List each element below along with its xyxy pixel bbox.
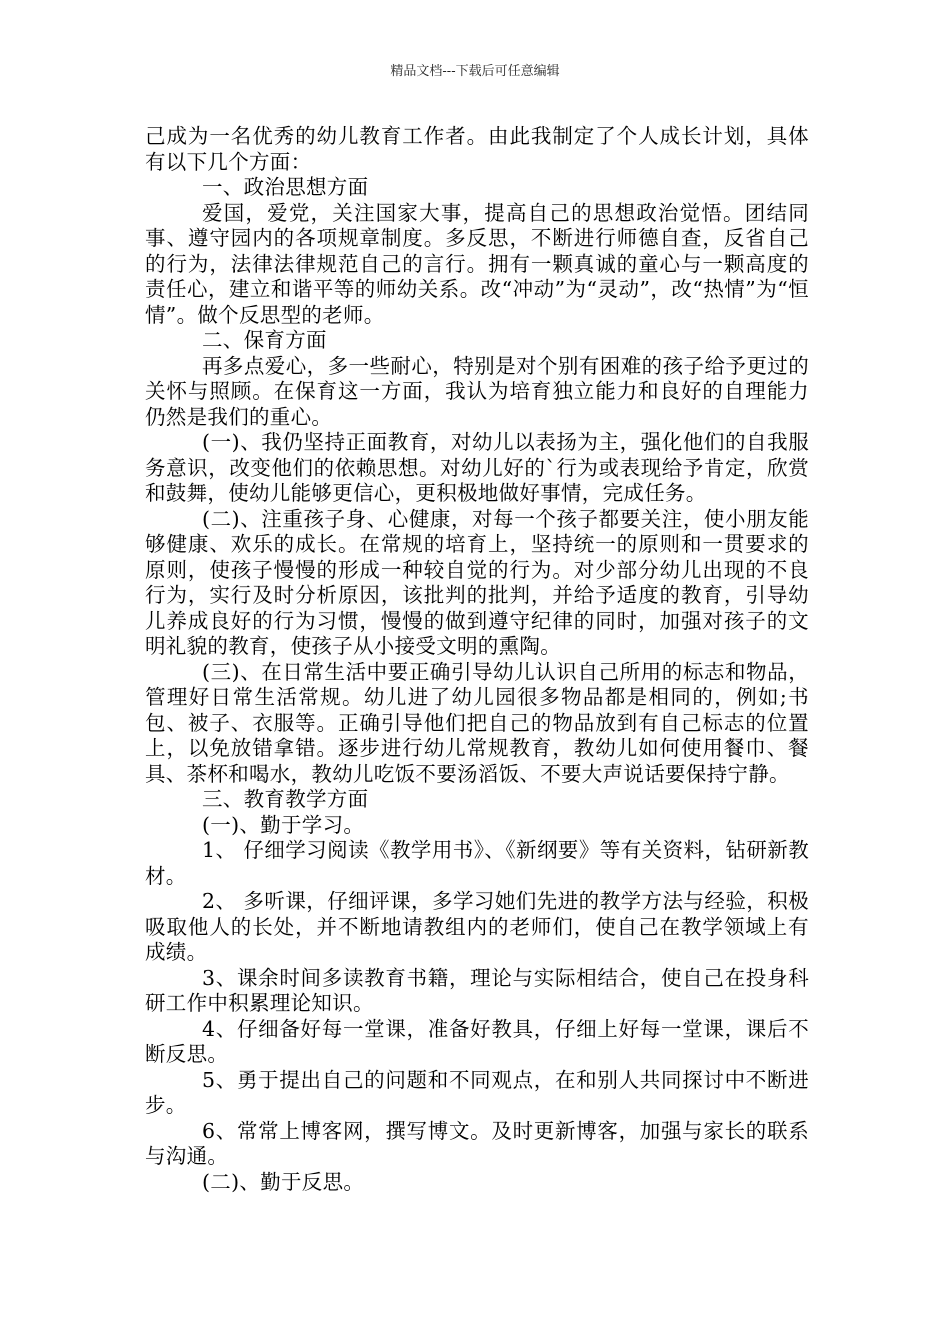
list-item-study-1: 1、 仔细学习阅读《教学用书》、《新纲要》等有关资料，钻研新教材。: [145, 838, 809, 888]
subheading-reflect: (二)、勤于反思。: [202, 1169, 365, 1194]
paragraph-politics: 爱国，爱党，关注国家大事，提高自己的思想政治觉悟。团结同事、遵守园内的各项规章制度。多反思，不断进行师德自查，反省自己的行为，法律法律规范自己的言行。拥有一颗真诚的童心与一颗高度的责任心，建立和谐平等的师幼关系。改“冲动”为“灵动”，改“热情”为“恒情”。做个反思型的老师。: [145, 200, 809, 327]
paragraph-care-item-3: (三)、在日常生活中要正确引导幼儿认识自己所用的标志和物品，管理好日常生活常规。幼儿进了幼儿园很多物品都是相同的，例如;书包、被子、衣服等。正确引导他们把自己的物品放到有自己标志的位置上，以免放错拿错。逐步进行幼儿常规教育，教幼儿如何使用餐巾、餐具、茶杯和喝水，教幼儿吃饭不要汤滔饭、不要大声说话要保持宁静。: [145, 659, 809, 786]
list-item-study-6: 6、常常上博客网，撰写博文。及时更新博客，加强与家长的联系与沟通。: [145, 1118, 809, 1168]
paragraph-care: 再多点爱心，多一些耐心，特别是对个别有困难的孩子给予更过的关怀与照顾。在保育这一方面，我认为培育独立能力和良好的自理能力仍然是我们的重心。: [145, 353, 809, 429]
list-item-study-5: 5、勇于提出自己的问题和不同观点，在和别人共同探讨中不断进步。: [145, 1067, 809, 1117]
page-header: 精品文档---下载后可任意编辑: [390, 64, 560, 79]
list-item-study-2: 2、 多听课，仔细评课，多学习她们先进的教学方法与经验，积极吸取他人的长处，并不断地请教组内的老师们，使自己在教学领域上有成绩。: [145, 889, 809, 964]
document-body: [145, 124, 809, 1195]
paragraph-intro: 己成为一名优秀的幼儿教育工作者。由此我制定了个人成长计划，具体有以下几个方面：: [145, 124, 809, 174]
paragraph-care-item-1: (一)、我仍坚持正面教育，对幼儿以表扬为主，强化他们的自我服务意识，改变他们的依赖思想。对幼儿好的`行为或表现给予肯定，欣赏和鼓舞，使幼儿能够更信心，更积极地做好事情，完成任务。: [145, 430, 809, 505]
section-heading-politics: 一、政治思想方面: [202, 175, 369, 199]
section-heading-care: 二、保育方面: [202, 328, 327, 352]
subheading-study: (一)、勤于学习。: [202, 812, 365, 837]
list-item-study-4: 4、仔细备好每一堂课，准备好教具，仔细上好每一堂课，课后不断反思。: [145, 1016, 809, 1066]
paragraph-care-item-2: (二)、注重孩子身、心健康，对每一个孩子都要关注，使小朋友能够健康、欢乐的成长。在常规的培育上，坚持统一的原则和一贯要求的原则，使孩子慢慢的形成一种较自觉的行为。对少部分幼儿出现的不良行为，实行及时分析原因，该批判的批判，并给予适度的教育，引导幼儿养成良好的行为习惯，慢慢的做到遵守纪律的同时，加强对孩子的文明礼貌的教育，使孩子从小接受文明的熏陶。: [145, 506, 809, 658]
section-heading-teaching: 三、教育教学方面: [202, 787, 369, 811]
list-item-study-3: 3、课余时间多读教育书籍，理论与实际相结合，使自己在投身科研工作中积累理论知识。: [145, 965, 809, 1015]
